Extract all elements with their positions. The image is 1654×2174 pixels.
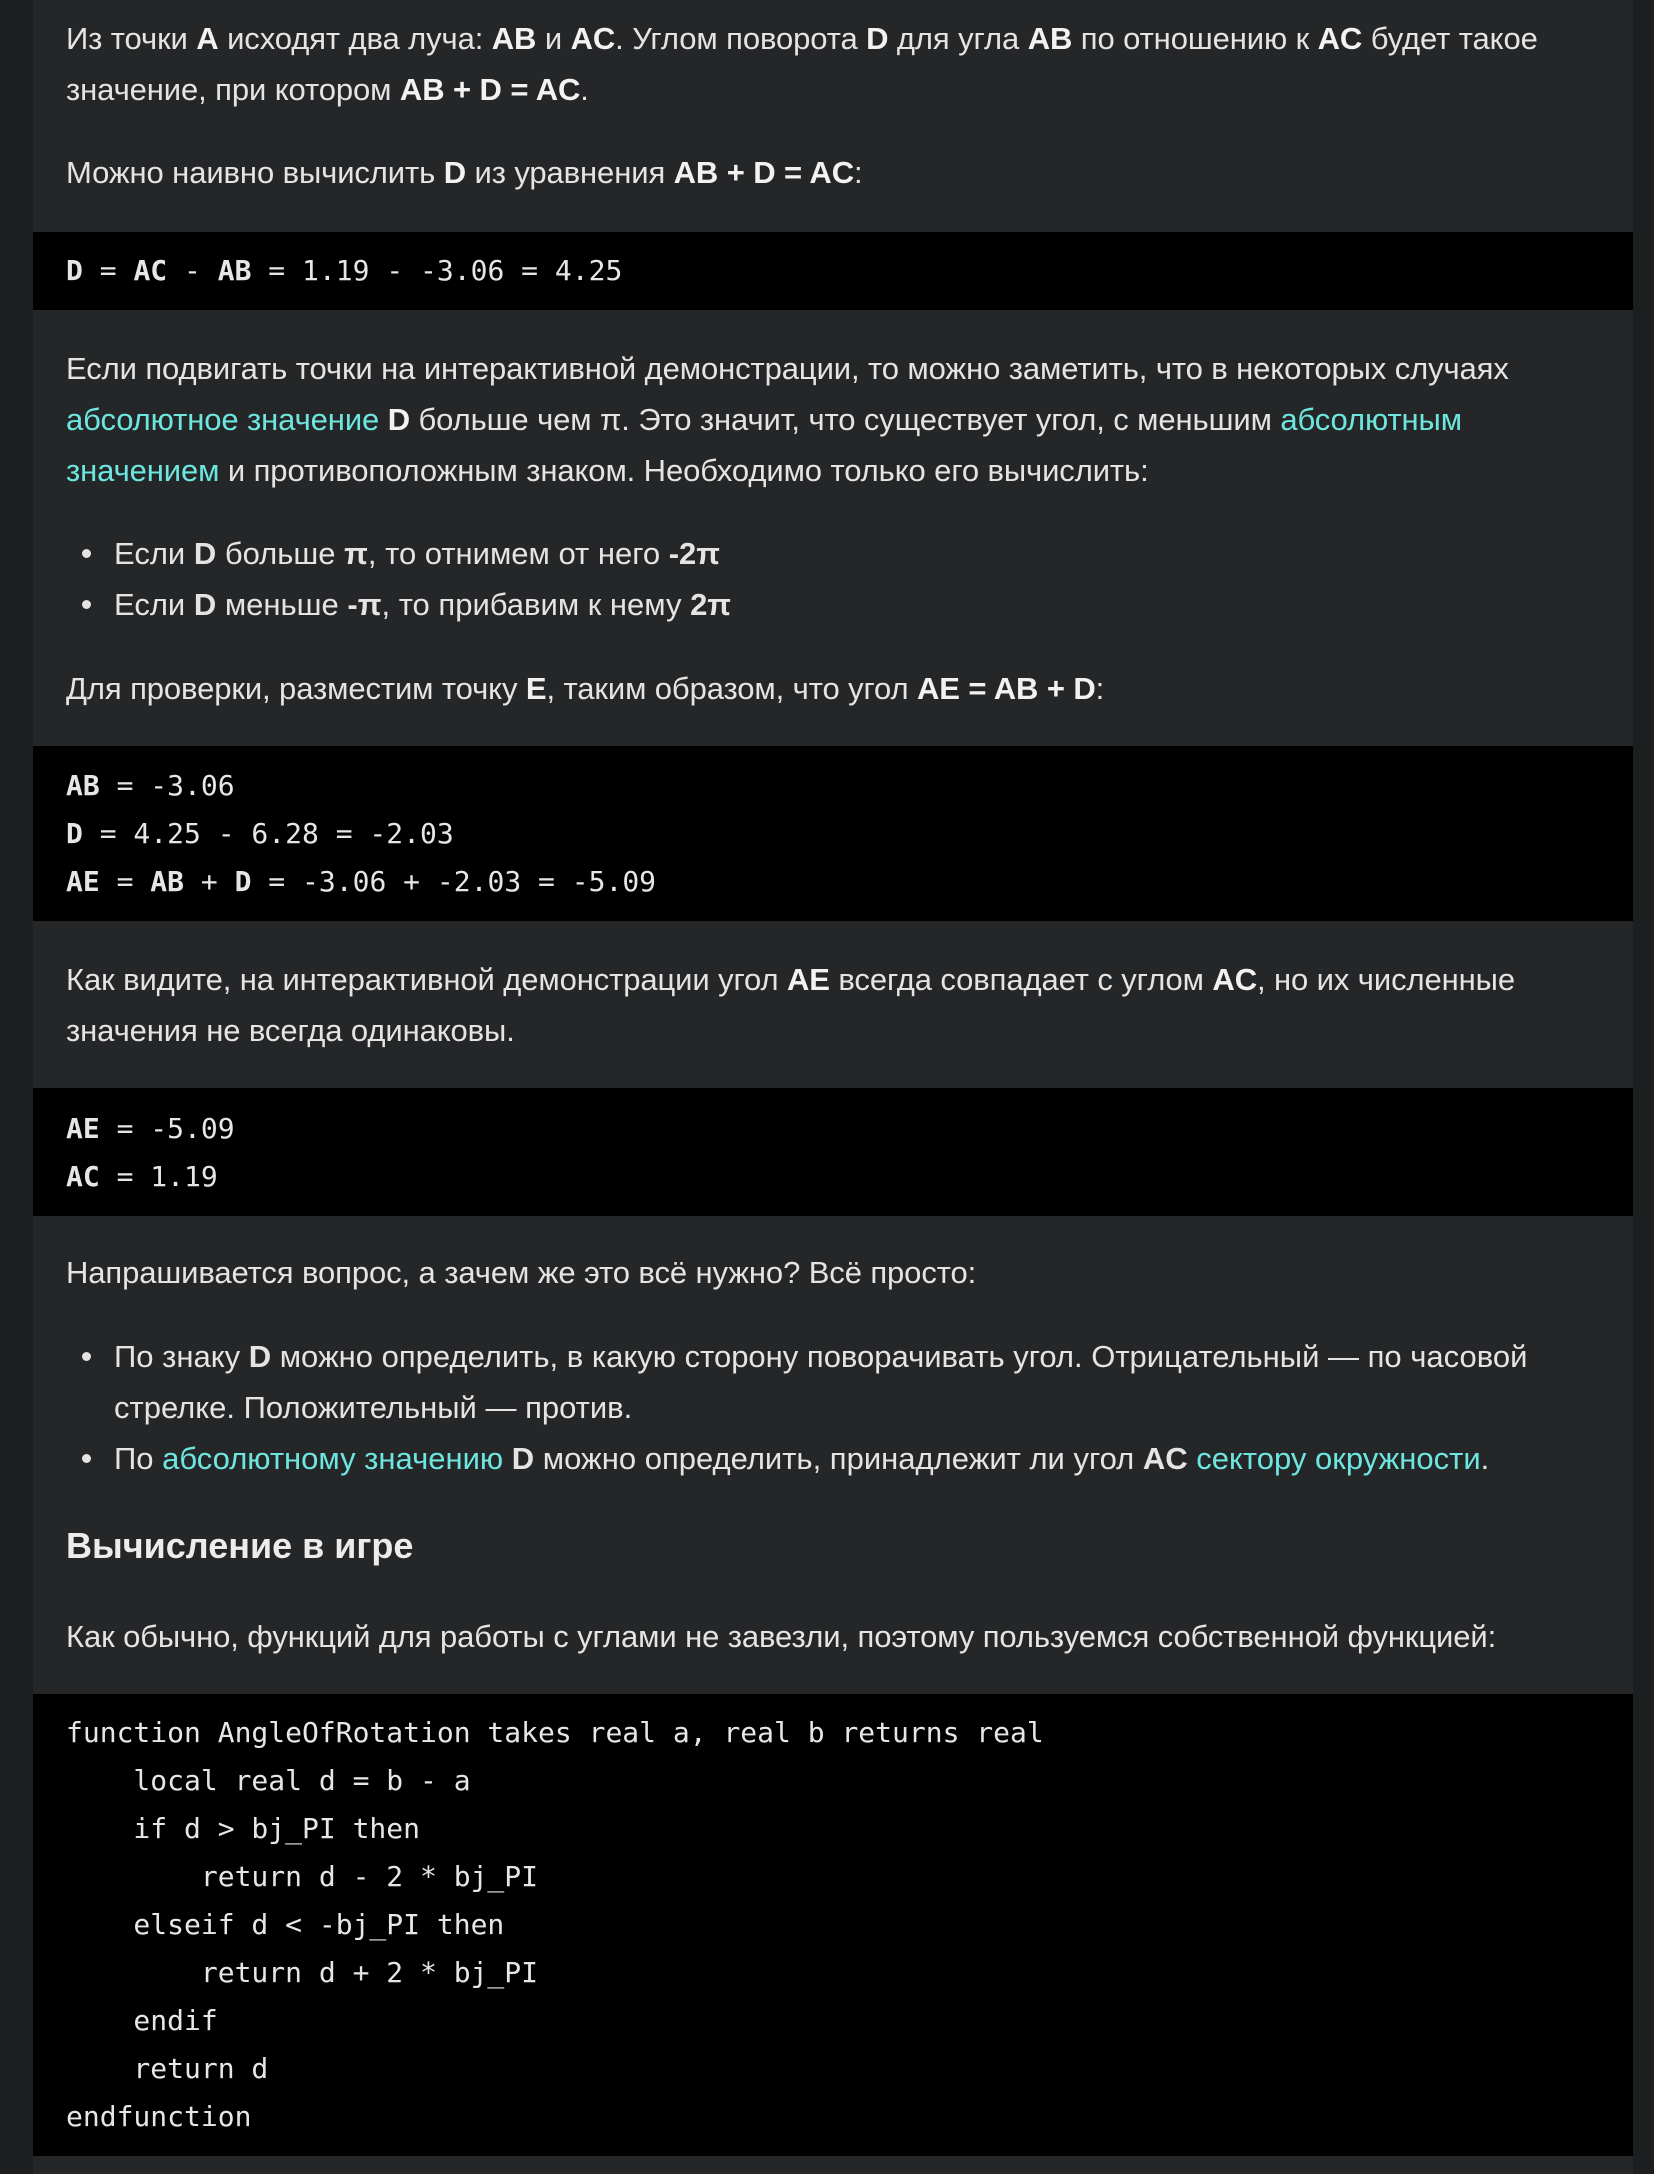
list-rules [66,528,1616,630]
code-line: elseif d < -bj_PI then [66,1908,505,1941]
paragraph-question: Напрашивается вопрос, а зачем же это всё нужно? Всё просто: [66,1255,977,1290]
code-line: endfunction [66,2100,252,2133]
code-block-compare: AE = -5.09 AC = 1.19 [33,1088,1633,1216]
paragraph-function: Как обычно, функций для работы с углами не завезли, поэтому пользуемся собственной функцией: [66,1619,1497,1654]
paragraph-absolute: Если подвигать точки на интерактивной демонстрации, то можно заметить, что в некоторых случаях абсолютное значение D больше чем π. Это значит, что существует угол, с меньшим абсолютным значением и противоположным знаком. Необходимо только его вычислить: [66,351,1509,488]
code-block-check: AB = -3.06 D = 4.25 - 6.28 = -2.03 AE = AB + D = -3.06 + -2.03 = -5.09 [33,746,1633,921]
link-absolute-value-3[interactable]: абсолютному значению [162,1441,504,1476]
article [33,0,1633,2174]
code-line: function AngleOfRotation takes real a, real b returns real [66,1716,1044,1749]
list-uses [66,1331,1616,1484]
paragraph-compare: Как видите, на интерактивной демонстрации угол AE всегда совпадает с углом AC, но их численные значения не всегда одинаковы. [66,962,1515,1048]
code-line: return d + 2 * bj_PI [66,1956,539,1989]
list-item: Если D меньше -π, то прибавим к нему 2π [66,579,1616,630]
list-item: По знаку D можно определить, в какую сторону поворачивать угол. Отрицательный — по часовой стрелке. Положительный — против. [66,1331,1616,1433]
code-line: return d - 2 * bj_PI [66,1860,539,1893]
link-absolute-value-2[interactable]: абсолютным значением [66,402,1462,488]
link-circle-sector[interactable]: сектору окружности [1196,1441,1481,1476]
paragraph-naive: Можно наивно вычислить D из уравнения AB + D = AC: [66,155,863,190]
paragraph-check: Для проверки, разместим точку E, таким образом, что угол AE = AB + D: [66,671,1105,706]
link-absolute-value[interactable]: абсолютное значение [66,402,380,437]
list-item: По абсолютному значению D можно определить, принадлежит ли угол AC сектору окружности. [66,1433,1616,1484]
list-item: Если D больше π, то отнимем от него -2π [66,528,1616,579]
code-block-naive: D = AC - AB = 1.19 - -3.06 = 4.25 [33,232,1633,310]
code-block-function [33,1694,1633,2156]
paragraph-intro: Из точки A исходят два луча: AB и AC. Углом поворота D для угла AB по отношению к AC будет такое значение, при котором AB + D = AC. [66,21,1538,107]
code-line: local real d = b - a [66,1764,471,1797]
code-line: if d > bj_PI then [66,1812,421,1845]
section-heading: Вычисление в игре [66,1525,414,1566]
code-line: return d [66,2052,269,2085]
code-line: endif [66,2004,218,2037]
